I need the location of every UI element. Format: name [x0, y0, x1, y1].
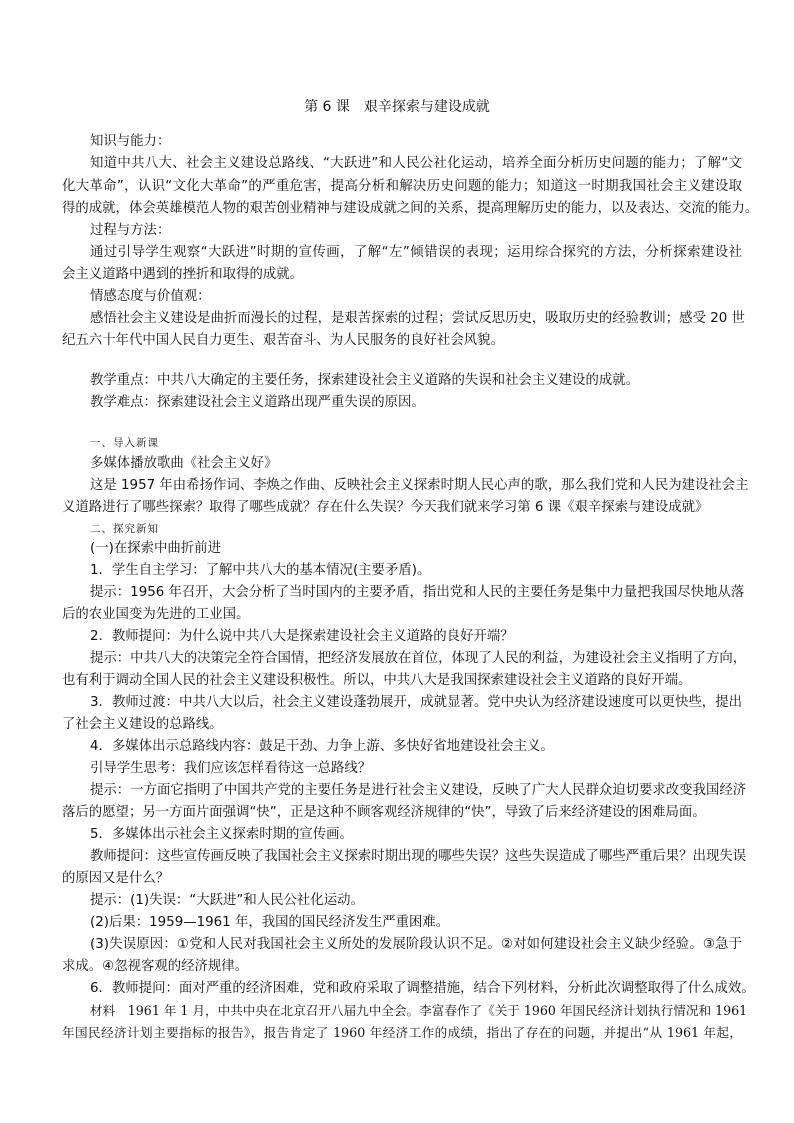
- paragraph-line: 6．教师提问：面对严重的经济困难，党和政府采取了调整措施，结合下列材料，分析此次调整取得了什么成效。: [90, 981, 755, 996]
- paragraph-line: 3．教师过渡：中共八大以后，社会主义建设蓬勃展开，成就显著。党中央认为经济建设速度可以更快些，提出: [90, 695, 742, 710]
- paragraph-line: 了社会主义建设的总路线。: [62, 717, 223, 732]
- paragraph-line: 义道路进行了哪些探索？取得了哪些成就？存在什么失误？今天我们就来学习第 6 课《艰辛探索与建设成就》: [62, 500, 709, 515]
- paragraph-line: 5．多媒体出示社会主义探索时期的宣传画。: [90, 827, 353, 842]
- paragraph-line: 知道中共八大、社会主义建设总路线、“大跃进”和人民公社化运动，培养全面分析历史问题的能力；了解“文: [90, 156, 742, 171]
- section-heading-explore: 二、探究新知: [90, 523, 159, 535]
- paragraph-line: 多媒体播放歌曲《社会主义好》: [90, 456, 278, 471]
- teaching-difficulty: 教学难点：探索建设社会主义道路出现严重失误的原因。: [90, 395, 425, 410]
- paragraph-line: 1．学生自主学习：了解中共八大的基本情况(主要矛盾)。: [90, 563, 431, 578]
- teaching-focus: 教学重点：中共八大确定的主要任务，探索建设社会主义道路的失误和社会主义建设的成就。: [90, 373, 640, 388]
- material-line: 材料 1961 年 1 月，中共中央在北京召开八届九中全会。李富春作了《关于 1960 年国民经济计划执行情况和 1961: [90, 1003, 748, 1018]
- lesson-title: 第 6 课 艰辛探索与建设成就: [304, 99, 490, 115]
- paragraph-line: 提示：中共八大的决策完全符合国情，把经济发展放在首位，体现了人民的利益，为建设社会主义指明了方向，: [90, 651, 747, 666]
- section-heading-values: 情感态度与价值观：: [90, 289, 211, 304]
- paragraph-line: 这是 1957 年由希扬作词、李焕之作曲、反映社会主义探索时期人民心声的歌，那么我们党和人民为建设社会主: [90, 478, 749, 493]
- paragraph-line: 提示：一方面它指明了中国共产党的主要任务是进行社会主义建设，反映了广大人民群众迫切要求改变我国经济: [90, 783, 747, 798]
- paragraph-line: (3)失误原因：①党和人民对我国社会主义所处的发展阶段认识不足。②对如何建设社会主义缺少经验。③急于: [90, 937, 742, 952]
- paragraph-line: 落后的愿望；另一方面片面强调“快”，正是这种不顾客观经济规律的“快”，导致了后来经济建设的困难局面。: [62, 805, 706, 820]
- paragraph-line: 2．教师提问：为什么说中共八大是探索建设社会主义道路的良好开端？: [90, 629, 514, 644]
- paragraph-line: 教师提问：这些宣传画反映了我国社会主义探索时期出现的哪些失误？这些失误造成了哪些严重后果？出现失误: [90, 849, 747, 864]
- paragraph-line: 也有利于调动全国人民的社会主义建设积极性。所以，中共八大是我国探索建设社会主义道路的良好开端。: [62, 673, 692, 688]
- paragraph-line: 得的成就，体会英雄模范人物的艰苦创业精神与建设成就之间的关系，提高理解历史的能力，以及表达、交流的能力。: [62, 201, 759, 216]
- paragraph-line: 求成。④忽视客观的经济规律。: [62, 959, 249, 974]
- section-heading-knowledge: 知识与能力：: [90, 134, 171, 149]
- paragraph-line: 4．多媒体出示总路线内容：鼓足干劲、力争上游、多快好省地建设社会主义。: [90, 739, 554, 754]
- paragraph-line: 通过引导学生观察“大跃进”时期的宣传画，了解“左”倾错误的表现；运用综合探究的方法，分析探索建设社: [90, 245, 742, 260]
- paragraph-line: 引导学生思考：我们应该怎样看待这一总路线？: [90, 761, 372, 776]
- subsection-heading: (一)在探索中曲折前进: [90, 541, 221, 556]
- paragraph-line: 会主义道路中遇到的挫折和取得的成就。: [62, 267, 304, 282]
- section-heading-intro: 一、导入新课: [90, 437, 159, 449]
- paragraph-line: 的原因又是什么？: [62, 871, 170, 886]
- material-line: 年国民经济计划主要指标的报告》，报告肯定了 1960 年经济工作的成绩，指出了存在的问题，并提出“从 1961 年起，: [62, 1025, 742, 1040]
- paragraph-line: (2)后果：1959—1961 年，我国的国民经济发生严重困难。: [90, 915, 450, 930]
- paragraph-line: 化大革命”，认识“文化大革命”的严重危害，提高分析和解决历史问题的能力；知道这一时期我国社会主义建设取: [62, 179, 742, 194]
- paragraph-line: 提示：1956 年召开，大会分析了当时国内的主要矛盾，指出党和人民的主要任务是集中力量把我国尽快地从落: [90, 585, 745, 600]
- paragraph-line: 纪五六十年代中国人民自力更生、艰苦奋斗、为人民服务的良好社会风貌。: [62, 333, 504, 348]
- paragraph-line: 提示：(1)失误：“大跃进”和人民公社化运动。: [90, 893, 364, 908]
- paragraph-line: 后的农业国变为先进的工业国。: [62, 607, 250, 622]
- paragraph-line: 感悟社会主义建设是曲折而漫长的过程，是艰苦探索的过程；尝试反思历史，吸取历史的经验教训；感受 20 世: [90, 311, 745, 326]
- section-heading-process: 过程与方法：: [90, 223, 171, 238]
